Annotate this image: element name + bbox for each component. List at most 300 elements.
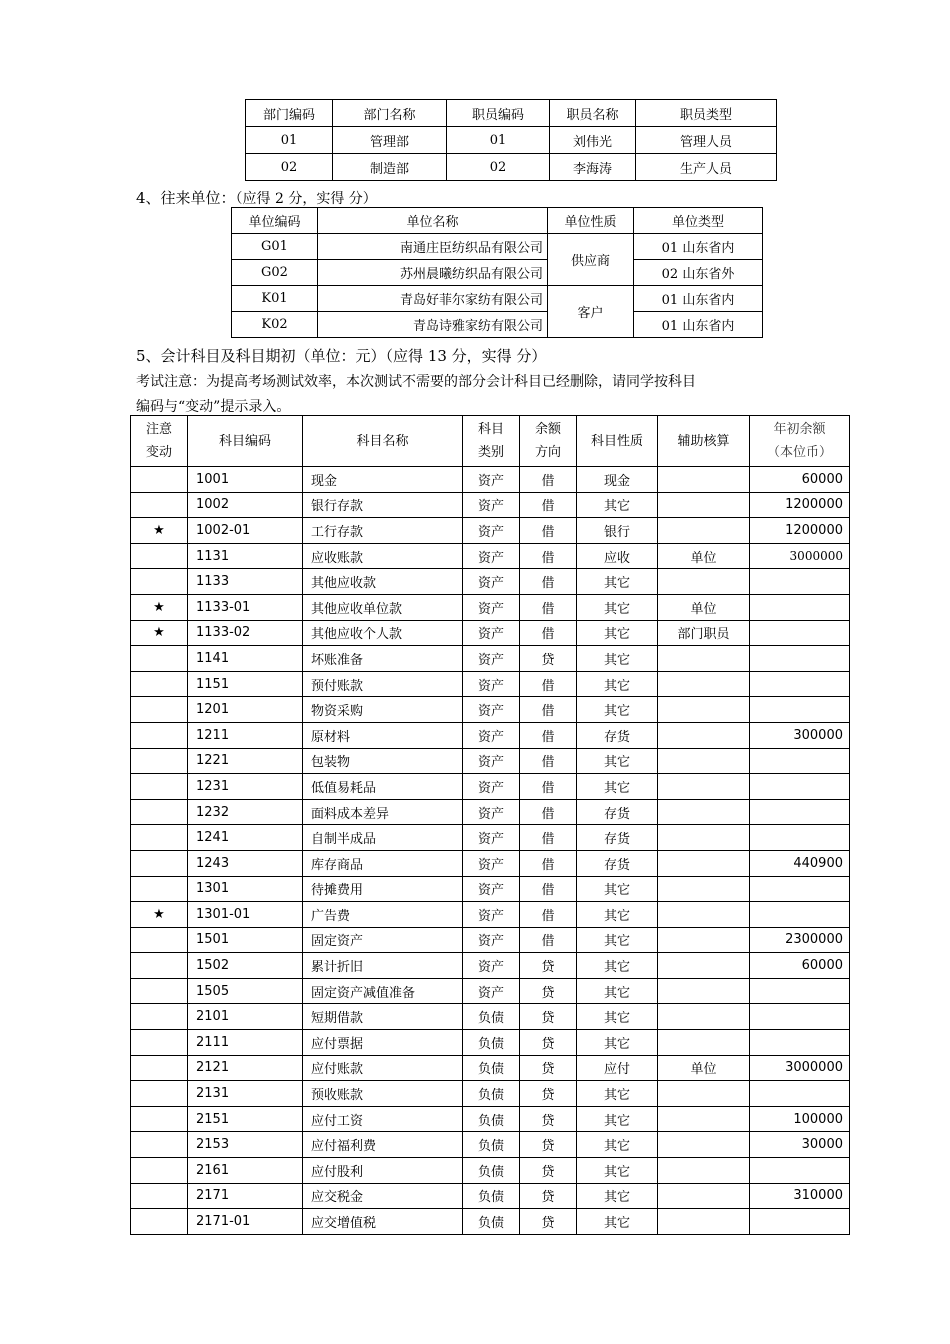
auxiliary-accounting (658, 697, 750, 723)
balance-direction: 贷 (520, 1106, 577, 1132)
account-category: 资产 (463, 492, 520, 518)
account-code: 1232 (188, 799, 303, 825)
account-category: 负债 (463, 1030, 520, 1056)
unit-table (231, 207, 763, 338)
account-row (131, 722, 850, 748)
balance-direction: 贷 (520, 646, 577, 672)
account-category: 资产 (463, 543, 520, 569)
account-nature: 应付 (577, 1055, 658, 1081)
account-name: 库存商品 (303, 850, 463, 876)
account-category: 资产 (463, 569, 520, 595)
auxiliary-accounting (658, 1081, 750, 1107)
account-row (131, 620, 850, 646)
account-category: 负债 (463, 1081, 520, 1107)
unit-code: K01 (232, 286, 318, 312)
account-code: 1243 (188, 850, 303, 876)
account-nature: 其它 (577, 902, 658, 928)
account-name: 坏账准备 (303, 646, 463, 672)
auxiliary-accounting (658, 1030, 750, 1056)
auxiliary-accounting (658, 518, 750, 544)
opening-balance (750, 594, 850, 620)
change-marker (131, 978, 188, 1004)
auxiliary-accounting: 单位 (658, 594, 750, 620)
change-marker (131, 1004, 188, 1030)
account-row (131, 850, 850, 876)
account-name: 应付福利费 (303, 1132, 463, 1158)
account-row (131, 876, 850, 902)
account-category: 资产 (463, 467, 520, 493)
account-name: 应交税金 (303, 1183, 463, 1209)
opening-balance: 60000 (750, 953, 850, 979)
opening-balance (750, 825, 850, 851)
change-marker (131, 1055, 188, 1081)
account-name: 面料成本差异 (303, 799, 463, 825)
account-category: 资产 (463, 774, 520, 800)
dept-cell: 制造部 (333, 154, 447, 181)
auxiliary-accounting (658, 492, 750, 518)
account-nature: 存货 (577, 799, 658, 825)
change-marker (131, 467, 188, 493)
account-category: 资产 (463, 748, 520, 774)
auxiliary-accounting (658, 927, 750, 953)
account-nature: 其它 (577, 1004, 658, 1030)
unit-type: 01 山东省内 (634, 234, 763, 260)
balance-direction: 借 (520, 850, 577, 876)
account-nature: 其它 (577, 569, 658, 595)
account-code: 2151 (188, 1106, 303, 1132)
account-name: 现金 (303, 467, 463, 493)
change-marker: ★ (131, 594, 188, 620)
change-marker (131, 697, 188, 723)
account-nature: 其它 (577, 1183, 658, 1209)
auxiliary-accounting (658, 1183, 750, 1209)
unit-type: 02 山东省外 (634, 260, 763, 286)
balance-direction: 借 (520, 697, 577, 723)
account-name: 固定资产 (303, 927, 463, 953)
account-code: 2101 (188, 1004, 303, 1030)
account-category: 负债 (463, 1209, 520, 1235)
opening-balance (750, 569, 850, 595)
balance-direction: 借 (520, 748, 577, 774)
account-row (131, 953, 850, 979)
account-row (131, 1158, 850, 1184)
unit-code: K02 (232, 312, 318, 338)
col-header-opening-balance: 年初余额 （本位币） (750, 416, 850, 467)
section4-title: 4、往来单位： (136, 189, 236, 207)
account-category: 资产 (463, 850, 520, 876)
balance-direction: 借 (520, 543, 577, 569)
account-nature: 银行 (577, 518, 658, 544)
account-nature: 其它 (577, 748, 658, 774)
account-name: 应付工资 (303, 1106, 463, 1132)
balance-direction: 贷 (520, 1183, 577, 1209)
account-name: 广告费 (303, 902, 463, 928)
auxiliary-accounting: 单位 (658, 543, 750, 569)
auxiliary-accounting (658, 825, 750, 851)
balance-direction: 借 (520, 876, 577, 902)
account-category: 资产 (463, 518, 520, 544)
account-name: 其他应收款 (303, 569, 463, 595)
account-category: 负债 (463, 1183, 520, 1209)
change-marker (131, 569, 188, 595)
col-header-auxiliary: 辅助核算 (658, 416, 750, 467)
auxiliary-accounting (658, 748, 750, 774)
account-category: 资产 (463, 594, 520, 620)
account-nature: 其它 (577, 1132, 658, 1158)
opening-balance (750, 1030, 850, 1056)
balance-direction: 贷 (520, 1158, 577, 1184)
change-marker (131, 825, 188, 851)
account-row (131, 978, 850, 1004)
col-header-category: 科目 类别 (463, 416, 520, 467)
opening-balance: 1200000 (750, 518, 850, 544)
opening-balance (750, 876, 850, 902)
opening-balance: 300000 (750, 722, 850, 748)
account-code: 2171-01 (188, 1209, 303, 1235)
dept-col-header: 职员编码 (447, 100, 550, 127)
section5-heading: 5、会计科目及科目期初（单位：元）（应得 13 分，实得 分） (136, 347, 547, 365)
dept-col-header: 职员类型 (636, 100, 777, 127)
account-category: 资产 (463, 927, 520, 953)
opening-balance (750, 799, 850, 825)
account-code: 1131 (188, 543, 303, 569)
balance-direction: 借 (520, 825, 577, 851)
account-nature: 其它 (577, 697, 658, 723)
account-nature: 其它 (577, 1158, 658, 1184)
col-header-nature: 科目性质 (577, 416, 658, 467)
account-name: 应付票据 (303, 1030, 463, 1056)
dept-cell: 01 (447, 127, 550, 154)
account-code: 2121 (188, 1055, 303, 1081)
exam-note-line1: 考试注意：为提高考场测试效率，本次测试不需要的部分会计科目已经删除，请同学按科目 (136, 374, 696, 390)
account-category: 负债 (463, 1106, 520, 1132)
change-marker (131, 646, 188, 672)
account-name: 短期借款 (303, 1004, 463, 1030)
account-name: 工行存款 (303, 518, 463, 544)
opening-balance: 1200000 (750, 492, 850, 518)
account-row (131, 467, 850, 493)
auxiliary-accounting (658, 1106, 750, 1132)
balance-direction: 借 (520, 620, 577, 646)
auxiliary-accounting (658, 467, 750, 493)
dept-table (245, 99, 777, 181)
account-row (131, 1183, 850, 1209)
unit-col-header: 单位类型 (634, 208, 763, 234)
account-row (131, 646, 850, 672)
change-marker: ★ (131, 902, 188, 928)
account-name: 预付账款 (303, 671, 463, 697)
account-name: 预收账款 (303, 1081, 463, 1107)
balance-direction: 借 (520, 594, 577, 620)
balance-direction: 借 (520, 569, 577, 595)
account-nature: 其它 (577, 876, 658, 902)
change-marker (131, 876, 188, 902)
change-marker (131, 799, 188, 825)
account-row (131, 1030, 850, 1056)
unit-name: 青岛诗雅家纺有限公司 (318, 312, 548, 338)
account-row (131, 902, 850, 928)
account-code: 1133-02 (188, 620, 303, 646)
col-header-direction: 余额 方向 (520, 416, 577, 467)
section4-score: （应得 2 分，实得 分） (235, 191, 377, 207)
account-row (131, 774, 850, 800)
unit-col-header: 单位性质 (548, 208, 634, 234)
account-table (130, 415, 850, 1235)
col-header-code: 科目编码 (188, 416, 303, 467)
account-code: 1133 (188, 569, 303, 595)
opening-balance: 100000 (750, 1106, 850, 1132)
dept-cell: 01 (246, 127, 333, 154)
opening-balance (750, 1081, 850, 1107)
account-row (131, 1209, 850, 1235)
account-name: 应付股利 (303, 1158, 463, 1184)
account-name: 其他应收个人款 (303, 620, 463, 646)
account-nature: 其它 (577, 620, 658, 646)
opening-balance (750, 697, 850, 723)
account-row (131, 799, 850, 825)
dept-col-header: 部门编码 (246, 100, 333, 127)
change-marker (131, 774, 188, 800)
account-category: 负债 (463, 1158, 520, 1184)
auxiliary-accounting (658, 1132, 750, 1158)
account-category: 资产 (463, 799, 520, 825)
auxiliary-accounting (658, 1004, 750, 1030)
balance-direction: 借 (520, 774, 577, 800)
dept-cell: 刘伟光 (550, 127, 636, 154)
account-category: 资产 (463, 953, 520, 979)
unit-code: G01 (232, 234, 318, 260)
account-nature: 存货 (577, 722, 658, 748)
dept-cell: 管理部 (333, 127, 447, 154)
account-name: 银行存款 (303, 492, 463, 518)
unit-type: 01 山东省内 (634, 312, 763, 338)
auxiliary-accounting: 单位 (658, 1055, 750, 1081)
dept-row (246, 154, 777, 181)
auxiliary-accounting (658, 876, 750, 902)
unit-row (232, 286, 763, 312)
change-marker (131, 543, 188, 569)
account-nature: 其它 (577, 594, 658, 620)
change-marker (131, 953, 188, 979)
account-code: 2131 (188, 1081, 303, 1107)
account-code: 2171 (188, 1183, 303, 1209)
opening-balance (750, 671, 850, 697)
account-row (131, 1081, 850, 1107)
opening-balance (750, 748, 850, 774)
auxiliary-accounting (658, 953, 750, 979)
account-row (131, 543, 850, 569)
balance-direction: 借 (520, 492, 577, 518)
account-code: 1301 (188, 876, 303, 902)
opening-balance: 440900 (750, 850, 850, 876)
dept-cell: 管理人员 (636, 127, 777, 154)
account-category: 资产 (463, 646, 520, 672)
unit-nature: 客户 (548, 286, 634, 338)
auxiliary-accounting (658, 671, 750, 697)
auxiliary-accounting (658, 569, 750, 595)
unit-header-row (232, 208, 763, 234)
unit-name: 南通庄臣纺织品有限公司 (318, 234, 548, 260)
opening-balance: 3000000 (750, 1055, 850, 1081)
account-name: 低值易耗品 (303, 774, 463, 800)
account-code: 1201 (188, 697, 303, 723)
change-marker (131, 1081, 188, 1107)
account-code: 2161 (188, 1158, 303, 1184)
auxiliary-accounting (658, 850, 750, 876)
opening-balance: 30000 (750, 1132, 850, 1158)
account-row (131, 1106, 850, 1132)
change-marker (131, 748, 188, 774)
balance-direction: 贷 (520, 1004, 577, 1030)
unit-col-header: 单位编码 (232, 208, 318, 234)
account-nature: 其它 (577, 927, 658, 953)
account-code: 1301-01 (188, 902, 303, 928)
balance-direction: 借 (520, 518, 577, 544)
account-nature: 其它 (577, 1106, 658, 1132)
account-name: 应交增值税 (303, 1209, 463, 1235)
account-nature: 存货 (577, 850, 658, 876)
balance-direction: 贷 (520, 1030, 577, 1056)
account-header-row (131, 416, 850, 467)
auxiliary-accounting (658, 902, 750, 928)
account-name: 其他应收单位款 (303, 594, 463, 620)
account-name: 固定资产减值准备 (303, 978, 463, 1004)
account-row (131, 697, 850, 723)
account-category: 负债 (463, 1132, 520, 1158)
change-marker (131, 492, 188, 518)
balance-direction: 借 (520, 722, 577, 748)
account-category: 资产 (463, 902, 520, 928)
opening-balance: 3000000 (750, 543, 850, 569)
change-marker: ★ (131, 518, 188, 544)
section4-heading (136, 187, 377, 208)
change-marker (131, 1106, 188, 1132)
opening-balance (750, 1158, 850, 1184)
account-row (131, 1132, 850, 1158)
account-nature: 应收 (577, 543, 658, 569)
opening-balance: 310000 (750, 1183, 850, 1209)
account-row (131, 825, 850, 851)
account-code: 2153 (188, 1132, 303, 1158)
balance-direction: 贷 (520, 1132, 577, 1158)
account-code: 1231 (188, 774, 303, 800)
account-nature: 存货 (577, 825, 658, 851)
change-marker (131, 1030, 188, 1056)
auxiliary-accounting (658, 722, 750, 748)
account-row (131, 1004, 850, 1030)
account-category: 资产 (463, 620, 520, 646)
balance-direction: 贷 (520, 1055, 577, 1081)
balance-direction: 贷 (520, 978, 577, 1004)
unit-nature: 供应商 (548, 234, 634, 286)
dept-cell: 生产人员 (636, 154, 777, 181)
change-marker (131, 1209, 188, 1235)
opening-balance (750, 646, 850, 672)
account-category: 资产 (463, 697, 520, 723)
change-marker (131, 671, 188, 697)
auxiliary-accounting: 部门职员 (658, 620, 750, 646)
account-name: 自制半成品 (303, 825, 463, 851)
account-code: 1141 (188, 646, 303, 672)
change-marker (131, 1183, 188, 1209)
balance-direction: 贷 (520, 1081, 577, 1107)
account-row (131, 518, 850, 544)
account-code: 1151 (188, 671, 303, 697)
account-nature: 其它 (577, 774, 658, 800)
dept-header-row (246, 100, 777, 127)
unit-name: 青岛好菲尔家纺有限公司 (318, 286, 548, 312)
dept-cell: 02 (447, 154, 550, 181)
auxiliary-accounting (658, 1158, 750, 1184)
col-header-name: 科目名称 (303, 416, 463, 467)
account-category: 资产 (463, 825, 520, 851)
account-category: 负债 (463, 1004, 520, 1030)
opening-balance (750, 774, 850, 800)
balance-direction: 借 (520, 799, 577, 825)
auxiliary-accounting (658, 1209, 750, 1235)
account-nature: 其它 (577, 978, 658, 1004)
opening-balance (750, 902, 850, 928)
account-code: 1241 (188, 825, 303, 851)
account-row (131, 671, 850, 697)
balance-direction: 贷 (520, 1209, 577, 1235)
change-marker (131, 850, 188, 876)
opening-balance: 60000 (750, 467, 850, 493)
auxiliary-accounting (658, 978, 750, 1004)
unit-col-header: 单位名称 (318, 208, 548, 234)
auxiliary-accounting (658, 646, 750, 672)
account-name: 待摊费用 (303, 876, 463, 902)
account-nature: 其它 (577, 492, 658, 518)
opening-balance (750, 620, 850, 646)
account-code: 1502 (188, 953, 303, 979)
change-marker: ★ (131, 620, 188, 646)
account-category: 资产 (463, 671, 520, 697)
change-marker (131, 1158, 188, 1184)
account-nature: 其它 (577, 1209, 658, 1235)
account-category: 资产 (463, 722, 520, 748)
account-row (131, 927, 850, 953)
account-code: 1002 (188, 492, 303, 518)
unit-type: 01 山东省内 (634, 286, 763, 312)
account-nature: 其它 (577, 953, 658, 979)
account-code: 1001 (188, 467, 303, 493)
account-row (131, 569, 850, 595)
opening-balance (750, 978, 850, 1004)
col-header-change: 注意 变动 (131, 416, 188, 467)
account-code: 1002-01 (188, 518, 303, 544)
unit-name: 苏州晨曦纺织品有限公司 (318, 260, 548, 286)
balance-direction: 贷 (520, 953, 577, 979)
account-nature: 其它 (577, 1081, 658, 1107)
account-row (131, 594, 850, 620)
account-code: 1505 (188, 978, 303, 1004)
account-row (131, 492, 850, 518)
account-row (131, 1055, 850, 1081)
account-category: 资产 (463, 876, 520, 902)
account-code: 1133-01 (188, 594, 303, 620)
account-nature: 现金 (577, 467, 658, 493)
balance-direction: 借 (520, 927, 577, 953)
change-marker (131, 1132, 188, 1158)
opening-balance (750, 1004, 850, 1030)
account-name: 包装物 (303, 748, 463, 774)
unit-code: G02 (232, 260, 318, 286)
account-code: 1501 (188, 927, 303, 953)
dept-row (246, 127, 777, 154)
account-name: 应付账款 (303, 1055, 463, 1081)
account-name: 应收账款 (303, 543, 463, 569)
